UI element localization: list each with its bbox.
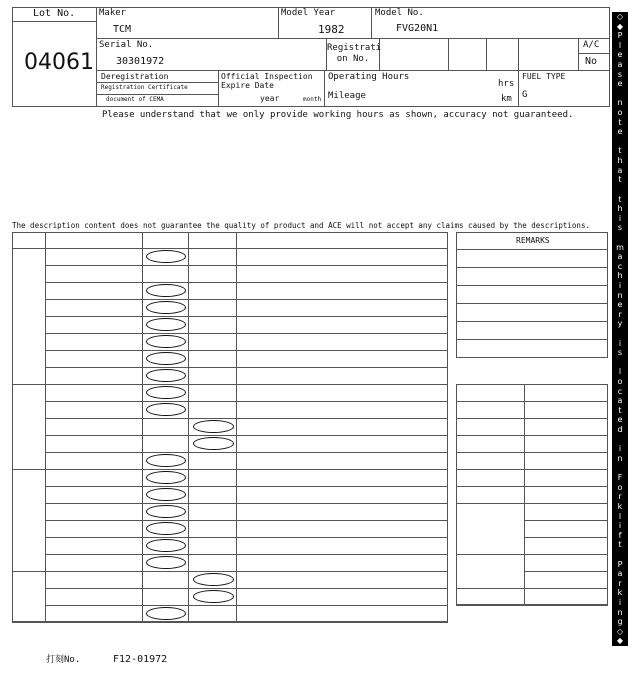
- sidebar-char: o: [617, 108, 623, 118]
- deregistration-label: Deregistration: [101, 72, 169, 81]
- group-label: [18, 469, 38, 571]
- sidebar-char: k: [617, 501, 623, 511]
- sidebar-char: e: [617, 300, 623, 310]
- sidebar-char: t: [618, 405, 622, 415]
- sidebar-char: t: [618, 175, 622, 185]
- sidebar-char: i: [618, 444, 622, 454]
- location-note-sidebar: [612, 12, 628, 646]
- ok-selected-circle: [146, 403, 186, 416]
- sidebar-char: g: [617, 617, 623, 627]
- sidebar-char: P: [617, 559, 623, 569]
- sidebar-char: i: [618, 280, 622, 290]
- sidebar-char: l: [618, 40, 622, 50]
- ok-selected-circle: [146, 539, 186, 552]
- sidebar-char: ◆: [616, 636, 624, 646]
- sidebar-char: n: [617, 607, 623, 617]
- sidebar-char: t: [618, 146, 622, 156]
- sidebar-char: m: [616, 242, 624, 252]
- ok-selected-circle: [146, 284, 186, 297]
- km-label: km: [501, 94, 512, 104]
- disclaimer: The description content does not guarantee the quality of product and ACE will not accept any claims caused by the descriptions.: [12, 221, 590, 230]
- ok-selected-circle: [146, 607, 186, 620]
- lot-number: 04061: [24, 50, 94, 75]
- ok-selected-circle: [146, 335, 186, 348]
- poor-selected-circle: [193, 573, 234, 586]
- sidebar-char: ◇: [616, 12, 624, 21]
- sidebar-char: s: [617, 348, 623, 358]
- sidebar-char: t: [618, 117, 622, 127]
- sidebar-char: l: [618, 511, 622, 521]
- stamp-value: F12-01972: [113, 654, 168, 665]
- sidebar-char: s: [617, 223, 623, 233]
- sidebar-char: c: [617, 386, 623, 396]
- sidebar-char: e: [617, 50, 623, 60]
- ok-selected-circle: [146, 454, 186, 467]
- sidebar-char: i: [618, 213, 622, 223]
- ac-value: No: [585, 56, 598, 67]
- fuel-type-label: FUEL TYPE: [522, 72, 566, 81]
- ok-selected-circle: [146, 318, 186, 331]
- lot-label: Lot No.: [33, 8, 76, 19]
- sidebar-char: n: [617, 453, 623, 463]
- sidebar-char: e: [617, 415, 623, 425]
- sidebar-char: t: [618, 194, 622, 204]
- poor-selected-circle: [193, 437, 234, 450]
- model-no-value: FVG20N1: [396, 23, 439, 34]
- sidebar-char: e: [617, 127, 623, 137]
- ok-selected-circle: [146, 250, 186, 263]
- ok-selected-circle: [146, 505, 186, 518]
- fuel-type-value: G: [522, 90, 528, 100]
- poor-selected-circle: [193, 420, 234, 433]
- sidebar-char: h: [617, 156, 623, 166]
- sidebar-char: d: [617, 425, 623, 435]
- ac-label: A/C: [583, 40, 600, 50]
- group-label: [18, 384, 38, 469]
- sidebar-char: h: [617, 271, 623, 281]
- model-year-value: 1982: [318, 23, 345, 36]
- sidebar-char: a: [617, 252, 623, 262]
- ok-selected-circle: [146, 386, 186, 399]
- sidebar-char: a: [617, 165, 623, 175]
- stamp-label: 打刻No.: [46, 655, 81, 665]
- serial-value: 30301972: [116, 56, 165, 67]
- sidebar-char: k: [617, 588, 623, 598]
- sidebar-char: ◇: [616, 626, 624, 636]
- sidebar-char: n: [617, 290, 623, 300]
- right-remarks-label: REMARKS: [516, 236, 550, 245]
- ok-selected-circle: [146, 352, 186, 365]
- maker-value: TCM: [113, 24, 132, 35]
- maker-label: Maker: [99, 8, 127, 18]
- sidebar-char: r: [618, 578, 622, 588]
- sidebar-char: i: [618, 521, 622, 531]
- sidebar-char: a: [617, 569, 623, 579]
- sidebar-char: a: [617, 396, 623, 406]
- sidebar-char: l: [618, 367, 622, 377]
- registration-label: Registrati on No.: [327, 43, 382, 65]
- sidebar-char: ◆: [616, 21, 624, 31]
- ok-selected-circle: [146, 369, 186, 382]
- sidebar-char: P: [617, 31, 623, 41]
- sidebar-char: i: [618, 338, 622, 348]
- sidebar-char: h: [617, 204, 623, 214]
- model-year-label: Model Year: [281, 8, 336, 18]
- inspection-label: Official Inspection Expire Date: [221, 72, 313, 91]
- sidebar-char: y: [617, 319, 623, 329]
- sidebar-char: r: [618, 309, 622, 319]
- mileage-label: Mileage: [328, 91, 366, 101]
- sidebar-char: o: [617, 482, 623, 492]
- hrs-label: hrs: [498, 79, 515, 89]
- sidebar-char: i: [618, 597, 622, 607]
- cema-label: document of CEMA: [106, 96, 164, 103]
- sidebar-char: c: [617, 261, 623, 271]
- sidebar-char: n: [617, 98, 623, 108]
- month-label: month: [303, 96, 322, 103]
- ok-selected-circle: [146, 471, 186, 484]
- operating-hours-label: Operating Hours: [328, 72, 410, 82]
- sidebar-char: r: [618, 492, 622, 502]
- year-label: year: [260, 94, 280, 103]
- sidebar-char: o: [617, 377, 623, 387]
- sidebar-char: f: [618, 530, 622, 540]
- ok-selected-circle: [146, 556, 186, 569]
- sidebar-char: F: [617, 473, 623, 483]
- group-label: [18, 248, 38, 384]
- sidebar-char: e: [617, 79, 623, 89]
- ok-selected-circle: [146, 488, 186, 501]
- sidebar-char: s: [617, 69, 623, 79]
- sidebar-char: t: [618, 540, 622, 550]
- poor-selected-circle: [193, 590, 234, 603]
- sidebar-char: a: [617, 60, 623, 70]
- ok-selected-circle: [146, 301, 186, 314]
- serial-label: Serial No.: [99, 40, 154, 50]
- reg-cert-label: Registration Certificate: [101, 84, 188, 91]
- model-no-label: Model No.: [375, 8, 424, 18]
- ok-selected-circle: [146, 522, 186, 535]
- hours-note: Please understand that we only provide working hours as shown, accuracy not guaranteed.: [102, 110, 574, 120]
- group-label: [18, 571, 38, 622]
